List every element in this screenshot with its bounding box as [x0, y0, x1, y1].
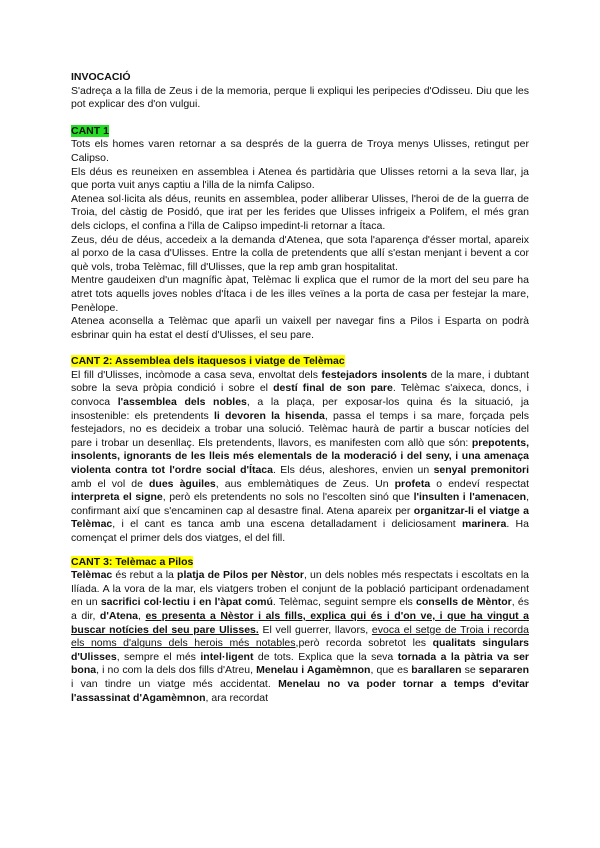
- emphasis: li devoren la hisenda: [213, 409, 325, 422]
- emphasis: d'Atena: [99, 609, 138, 622]
- cant2-heading: [71, 355, 529, 369]
- text-run: , aus emblemàtiques de Zeus. Un: [215, 477, 395, 490]
- emphasis: sacrifici col·lectiu i en l'àpat comú: [100, 596, 273, 609]
- text-run: ,: [138, 609, 146, 622]
- emphasis: organitzar-li el viatge a Telèmac: [71, 504, 529, 531]
- text-run: i van tindre un viatge més accidentat.: [71, 677, 279, 690]
- text-run: , és a dir,: [71, 596, 529, 622]
- emphasis: prepotents, insolents, ignorants de les lleis més elementals de la moderació i del seny, i una amenaça violenta contra tot l'ordre social d'Ítaca: [71, 436, 529, 477]
- text-run: , a la plaça, per exposar-los quina és la situació, ja insostenible: els pretendents: [71, 396, 529, 422]
- emphasis: dues àguiles: [149, 477, 216, 490]
- invocacio-text: S'adreça a la filla de Zeus i de la memoria, perque li expliqui les peripecies d'Odisseu. Diu que les pot explicar des d'on vulgui.: [71, 84, 529, 111]
- emphasis: Menelau i Agamèmnon: [256, 664, 371, 677]
- text-run: El vell guerrer, llavors,: [258, 623, 372, 636]
- emphasis: senyal premonitori: [433, 464, 529, 477]
- emphasis: separaren: [478, 664, 529, 677]
- text-run: és rebut a la: [112, 569, 178, 582]
- emphasis: tornada a la pàtria va ser bona: [71, 650, 529, 677]
- cant2-title: CANT 2: Assemblea dels itaquesos i viatge de Telèmac: [71, 355, 345, 368]
- underline-run: evoca el setge de Troia i recorda els noms d'alguns dels herois més notables: [71, 623, 529, 650]
- cant1-heading: [71, 125, 529, 139]
- text-run: de la mare, i dubtant sobre la seva pròpia condició i sobre el: [71, 368, 529, 395]
- emphasis: barallaren: [411, 664, 462, 677]
- cant1-paragraph-4: Zeus, déu de déus, accedeix a la demanda d'Atenea, que sota l'aparença d'ésser mortal, apareix al porxo de la casa d'Ulisses. Entre la colla de pretendents que allí s'estan menjant i bevent a cor què vols, troba Telèmac, fill d'Ulisses, que la rep amb gran hospitalitat.: [71, 233, 529, 273]
- cant1-paragraph-6: Atenea aconsella a Telèmac que aparîi un vaixell per navegar fins a Pilos i Esparta on podrà esbrinar quin ha estat el destí d'Ulisses, el seu pare.: [71, 315, 529, 341]
- cant3-title: CANT 3: Telèmac a Pilos: [71, 555, 194, 568]
- emphasis: l'assemblea dels nobles: [117, 396, 247, 409]
- text-run: o endeví respectat: [430, 477, 529, 490]
- text-run: , confirmant així que s'encaminen cap al desastre final. Atena apareix per: [71, 491, 529, 517]
- text-run: El fill d'Ulisses, incòmode a casa seva, envoltat dels: [71, 368, 322, 381]
- text-run: ,però recorda sobretot les: [295, 637, 433, 650]
- cant3-paragraph: [71, 569, 529, 705]
- cant1-paragraph-5: Mentre gaudeixen d'un magnífic àpat, Telèmac li explica que el rumor de la mort del seu pare ha atret tots aquells joves nobles d'Ítaca i de les illes veïnes a la porta de casa per festejar la mare, Penèlope.: [71, 274, 529, 314]
- emphasis: platja de Pilos per Nèstor: [177, 569, 304, 582]
- emphasis: festejadors insolents: [321, 368, 428, 381]
- emphasis: marinera: [462, 518, 507, 531]
- text-run: , un dels nobles més respectats i escoltats en la Ilíada. A la vora de la mar, els viatgers troben el conjunt de la població participant ordenadament en un: [71, 569, 529, 609]
- text-run: , sempre el més: [116, 650, 201, 663]
- cant3-heading: [71, 556, 529, 570]
- text-run: , però els pretendents no sols no l'escolten sinó que: [162, 491, 414, 504]
- text-run: , passa el temps i sa mare, forçada pels festejadors, no es decideix a trobar una solució. Telèmac haurà de partir a buscar notícies del pare i trobar un desenllaç. Els pretendents, llavors, es manifesten com allò que són:: [71, 409, 529, 449]
- text-run: se: [461, 664, 479, 677]
- emphasis: qualitats singulars d'Ulisses: [71, 637, 529, 663]
- cant2-paragraph: [71, 369, 529, 546]
- text-run: , ara recordat: [205, 691, 268, 704]
- cant1-paragraph-2: Els déus es reuneixen en assemblea i Atenea és partidària que Ulisses retorni a la seva llar, ja que porta vuit anys captiu a l'illa de la nimfa Calipso.: [71, 165, 529, 192]
- text-run: . Ha començat el primer dels dos viatges, el del fill.: [71, 518, 529, 544]
- text-run: amb el vol de: [71, 477, 149, 490]
- emphasis: Telèmac: [71, 569, 113, 582]
- text-run: de tots. Explica que la seva: [253, 650, 398, 663]
- cant1-title: CANT 1: [71, 124, 109, 137]
- underline-run: es presenta a Nèstor i als fills, explica qui és i d'on ve, i que ha vingut a buscar notícies del seu pare Ulisses.: [71, 609, 529, 636]
- cant1-paragraph-1: Tots els homes varen retornar a sa després de la guerra de Troya menys Ulisses, retingut per Calipso.: [71, 138, 529, 164]
- text-run: , que es: [370, 664, 412, 677]
- emphasis: intel·ligent: [200, 650, 254, 663]
- document-body: [71, 71, 529, 705]
- text-run: . Telèmac s'aixeca, doncs, i convoca: [71, 382, 529, 409]
- cant1-paragraph-3: Atenea sol·licita als déus, reunits en assemblea, poder alliberar Ulisses, l'heroi de de la guerra de Troia, del càstig de Posidó, que irat per les ferides que Ulisses infrigeix a Polifem, el més gran dels ciclops, el confina a l'illa de Calipso impedint-li retornar a Ítaca.: [71, 192, 529, 232]
- emphasis: destí final de son pare: [273, 382, 393, 395]
- text-run: , i no com la dels dos fills d'Atreu,: [96, 664, 257, 677]
- text-run: . Els déus, aleshores, envien un: [272, 464, 434, 477]
- emphasis: interpreta el signe: [71, 491, 163, 504]
- text-run: . Telèmac, seguint sempre els: [272, 596, 417, 609]
- emphasis: l'insulten i l'amenacen: [413, 491, 527, 504]
- emphasis: profeta: [394, 477, 431, 490]
- emphasis: Menelau no va poder tornar a temps d'evitar l'assassinat d'Agamèmnon: [71, 677, 529, 704]
- text-run: , i el cant es tanca amb una escena detalladament i deliciosament: [112, 518, 462, 531]
- invocacio-heading: INVOCACIÓ: [71, 71, 131, 83]
- emphasis: consells de Mèntor: [416, 596, 512, 609]
